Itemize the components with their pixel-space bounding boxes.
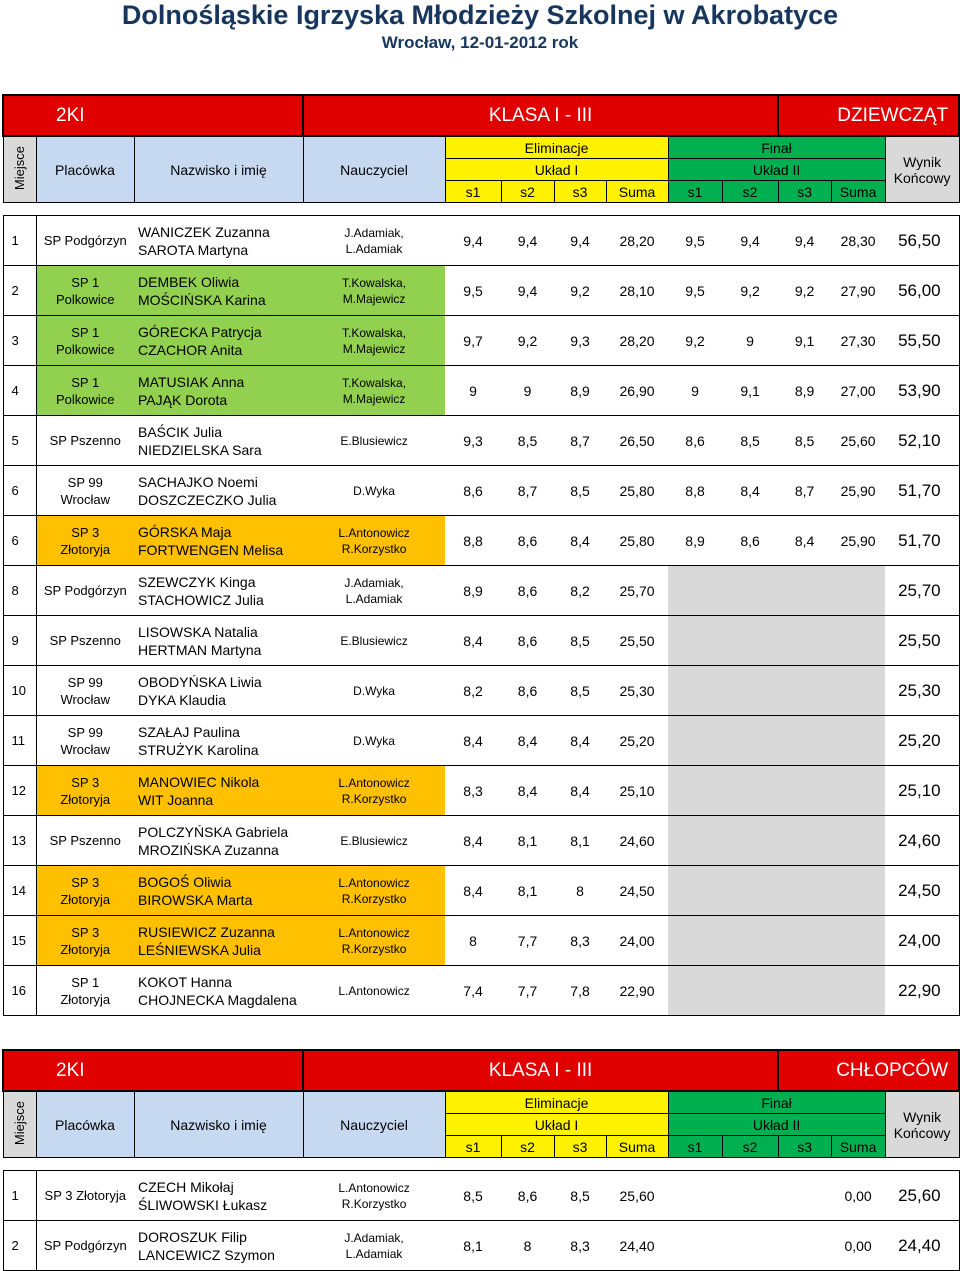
athletes: BOGOŚ Oliwia BIROWSKA Marta bbox=[134, 866, 303, 916]
elim-score: 8,8 bbox=[445, 516, 501, 566]
elim-score: 8,4 bbox=[554, 716, 606, 766]
header-s1: s1 bbox=[445, 181, 501, 203]
final-score: 9 bbox=[722, 316, 778, 366]
result-row bbox=[3, 466, 959, 516]
header-wynik: Wynik Końcowy bbox=[885, 1091, 959, 1158]
place: 6 bbox=[3, 466, 36, 516]
final-score: 8,5 bbox=[778, 416, 831, 466]
final-result: 25,60 bbox=[885, 1171, 959, 1221]
elim-score: 8,4 bbox=[501, 766, 554, 816]
athletes: POLCZYŃSKA Gabriela MROZIŃSKA Zuzanna bbox=[134, 816, 303, 866]
school: SP Pszenno bbox=[36, 816, 134, 866]
elim-score: 8,2 bbox=[445, 666, 501, 716]
school: SP Podgórzyn bbox=[36, 216, 134, 266]
elim-score: 8,6 bbox=[501, 666, 554, 716]
no-final bbox=[668, 966, 885, 1016]
final-sum: 0,00 bbox=[831, 1171, 885, 1221]
final-score: 9,5 bbox=[668, 216, 722, 266]
result-row bbox=[3, 916, 959, 966]
elim-score: 8,2 bbox=[554, 566, 606, 616]
elim-score: 8,5 bbox=[554, 666, 606, 716]
no-final bbox=[668, 916, 885, 966]
school: SP 1 Polkowice bbox=[36, 366, 134, 416]
girls-results-table bbox=[2, 94, 960, 1016]
place: 3 bbox=[3, 316, 36, 366]
school: SP Podgórzyn bbox=[36, 566, 134, 616]
final-result: 56,00 bbox=[885, 266, 959, 316]
result-row bbox=[3, 716, 959, 766]
header-nauczyciel: Nauczyciel bbox=[303, 136, 445, 203]
page-subtitle: Wrocław, 12-01-2012 rok bbox=[381, 33, 579, 52]
elim-score: 25,50 bbox=[606, 616, 668, 666]
result-row bbox=[3, 366, 959, 416]
header-s1: s1 bbox=[445, 1136, 501, 1158]
elim-score: 24,40 bbox=[606, 1221, 668, 1271]
elim-score: 8,6 bbox=[501, 516, 554, 566]
final-result: 24,50 bbox=[885, 866, 959, 916]
header-s2: s2 bbox=[722, 181, 778, 203]
elim-score: 9 bbox=[501, 366, 554, 416]
athletes: WANICZEK Zuzanna SAROTA Martyna bbox=[134, 216, 303, 266]
gender-label: CHŁOPCÓW bbox=[836, 1059, 949, 1081]
elim-score: 8,4 bbox=[501, 716, 554, 766]
elim-score: 25,70 bbox=[606, 566, 668, 616]
result-row bbox=[3, 866, 959, 916]
teacher: E.Blusiewicz bbox=[303, 416, 445, 466]
teacher: L.Antonowicz R.Korzystko bbox=[303, 766, 445, 816]
elim-score: 7,4 bbox=[445, 966, 501, 1016]
header-suma: Suma bbox=[606, 181, 668, 203]
athletes: GÓRECKA Patrycja CZACHOR Anita bbox=[134, 316, 303, 366]
final-empty bbox=[668, 1171, 831, 1221]
header-s3: s3 bbox=[778, 1136, 831, 1158]
elim-score: 22,90 bbox=[606, 966, 668, 1016]
header-wynik: Wynik Końcowy bbox=[885, 136, 959, 203]
elim-score: 8,5 bbox=[445, 1171, 501, 1221]
elim-score: 26,90 bbox=[606, 366, 668, 416]
final-result: 22,90 bbox=[885, 966, 959, 1016]
final-score: 8,4 bbox=[722, 466, 778, 516]
class-label: KLASA I - III bbox=[488, 1059, 593, 1081]
elim-score: 8,5 bbox=[554, 466, 606, 516]
no-final bbox=[668, 616, 885, 666]
header-s2: s2 bbox=[722, 1136, 778, 1158]
final-empty bbox=[668, 1221, 831, 1271]
school: SP Pszenno bbox=[36, 416, 134, 466]
athletes: MATUSIAK Anna PAJĄK Dorota bbox=[134, 366, 303, 416]
elim-score: 24,60 bbox=[606, 816, 668, 866]
final-score: 8,8 bbox=[668, 466, 722, 516]
final-score: 9,1 bbox=[778, 316, 831, 366]
final-score: 27,00 bbox=[831, 366, 885, 416]
teacher: T.Kowalska, M.Majewicz bbox=[303, 266, 445, 316]
girls-banner bbox=[3, 95, 959, 136]
final-result: 24,00 bbox=[885, 916, 959, 966]
school: SP 3 Złotoryja bbox=[36, 516, 134, 566]
header-nauczyciel: Nauczyciel bbox=[303, 1091, 445, 1158]
result-row bbox=[3, 566, 959, 616]
place: 8 bbox=[3, 566, 36, 616]
school: SP 3 Złotoryja bbox=[36, 766, 134, 816]
header-nazwisko: Nazwisko i imię bbox=[134, 1091, 303, 1158]
header-uklad1: Układ I bbox=[445, 1114, 668, 1136]
teacher: L.Antonowicz bbox=[303, 966, 445, 1016]
teacher: J.Adamiak, L.Adamiak bbox=[303, 1221, 445, 1271]
final-score: 9 bbox=[668, 366, 722, 416]
header-final: Finał bbox=[668, 1091, 885, 1114]
school: SP 99 Wrocław bbox=[36, 466, 134, 516]
athletes: CZECH Mikołaj ŚLIWOWSKI Łukasz bbox=[134, 1171, 303, 1221]
school: SP 3 Złotoryja bbox=[36, 1171, 134, 1221]
elim-score: 8 bbox=[501, 1221, 554, 1271]
final-score: 8,9 bbox=[778, 366, 831, 416]
header-s1: s1 bbox=[668, 181, 722, 203]
elim-score: 26,50 bbox=[606, 416, 668, 466]
final-score: 9,2 bbox=[722, 266, 778, 316]
final-result: 25,70 bbox=[885, 566, 959, 616]
header-miejsce: Miejsce bbox=[12, 145, 27, 191]
result-row bbox=[3, 966, 959, 1016]
elim-score: 9,4 bbox=[554, 216, 606, 266]
no-final bbox=[668, 716, 885, 766]
elim-score: 8,5 bbox=[554, 616, 606, 666]
category-label: 2KI bbox=[56, 1059, 85, 1081]
athletes: RUSIEWICZ Zuzanna LEŚNIEWSKA Julia bbox=[134, 916, 303, 966]
place: 2 bbox=[3, 266, 36, 316]
elim-score: 8,4 bbox=[445, 816, 501, 866]
place: 11 bbox=[3, 716, 36, 766]
elim-score: 9 bbox=[445, 366, 501, 416]
place: 1 bbox=[3, 1171, 36, 1221]
header-nazwisko: Nazwisko i imię bbox=[134, 136, 303, 203]
teacher: D.Wyka bbox=[303, 466, 445, 516]
elim-score: 8,3 bbox=[554, 916, 606, 966]
athletes: OBODYŃSKA Liwia DYKA Klaudia bbox=[134, 666, 303, 716]
result-row bbox=[3, 1221, 959, 1271]
athletes: SACHAJKO Noemi DOSZCZECZKO Julia bbox=[134, 466, 303, 516]
elim-score: 8 bbox=[554, 866, 606, 916]
elim-score: 7,8 bbox=[554, 966, 606, 1016]
elim-score: 8,6 bbox=[501, 566, 554, 616]
elim-score: 8,4 bbox=[445, 716, 501, 766]
elim-score: 8,1 bbox=[501, 816, 554, 866]
header-suma: Suma bbox=[831, 181, 885, 203]
school: SP 1 Złotoryja bbox=[36, 966, 134, 1016]
elim-score: 7,7 bbox=[501, 966, 554, 1016]
final-score: 9,2 bbox=[668, 316, 722, 366]
elim-score: 8,3 bbox=[554, 1221, 606, 1271]
result-row bbox=[3, 416, 959, 466]
final-result: 25,30 bbox=[885, 666, 959, 716]
header-uklad2: Układ II bbox=[668, 159, 885, 181]
elim-score: 9,2 bbox=[554, 266, 606, 316]
elim-score: 8,6 bbox=[501, 1171, 554, 1221]
boys-banner bbox=[3, 1050, 959, 1091]
header-eliminacje: Eliminacje bbox=[445, 136, 668, 159]
header-s2: s2 bbox=[501, 181, 554, 203]
final-result: 51,70 bbox=[885, 516, 959, 566]
school: SP 1 Polkowice bbox=[36, 266, 134, 316]
elim-score: 9,3 bbox=[445, 416, 501, 466]
boys-results-table bbox=[2, 1049, 960, 1271]
header-miejsce: Miejsce bbox=[12, 1100, 27, 1146]
teacher: L.Antonowicz R.Korzystko bbox=[303, 916, 445, 966]
result-row bbox=[3, 816, 959, 866]
school: SP 1 Polkowice bbox=[36, 316, 134, 366]
place: 10 bbox=[3, 666, 36, 716]
final-result: 25,20 bbox=[885, 716, 959, 766]
elim-score: 24,50 bbox=[606, 866, 668, 916]
header-uklad2: Układ II bbox=[668, 1114, 885, 1136]
school: SP 99 Wrocław bbox=[36, 716, 134, 766]
final-score: 8,6 bbox=[668, 416, 722, 466]
school: SP 3 Złotoryja bbox=[36, 916, 134, 966]
elim-score: 8 bbox=[445, 916, 501, 966]
no-final bbox=[668, 566, 885, 616]
place: 14 bbox=[3, 866, 36, 916]
final-sum: 0,00 bbox=[831, 1221, 885, 1271]
elim-score: 8,7 bbox=[501, 466, 554, 516]
final-score: 25,90 bbox=[831, 466, 885, 516]
final-score: 9,4 bbox=[778, 216, 831, 266]
place: 4 bbox=[3, 366, 36, 416]
final-result: 24,40 bbox=[885, 1221, 959, 1271]
teacher: T.Kowalska, M.Majewicz bbox=[303, 316, 445, 366]
teacher: T.Kowalska, M.Majewicz bbox=[303, 366, 445, 416]
header-placowka: Placówka bbox=[36, 1091, 134, 1158]
place: 6 bbox=[3, 516, 36, 566]
final-result: 52,10 bbox=[885, 416, 959, 466]
place: 9 bbox=[3, 616, 36, 666]
elim-score: 9,4 bbox=[445, 216, 501, 266]
athletes: LISOWSKA Natalia HERTMAN Martyna bbox=[134, 616, 303, 666]
elim-score: 28,20 bbox=[606, 216, 668, 266]
athletes: KOKOT Hanna CHOJNECKA Magdalena bbox=[134, 966, 303, 1016]
final-result: 25,10 bbox=[885, 766, 959, 816]
class-label: KLASA I - III bbox=[488, 104, 593, 126]
elim-score: 8,9 bbox=[554, 366, 606, 416]
elim-score: 7,7 bbox=[501, 916, 554, 966]
final-score: 27,30 bbox=[831, 316, 885, 366]
athletes: SZEWCZYK Kinga STACHOWICZ Julia bbox=[134, 566, 303, 616]
final-score: 8,7 bbox=[778, 466, 831, 516]
athletes: BAŚCIK Julia NIEDZIELSKA Sara bbox=[134, 416, 303, 466]
final-result: 24,60 bbox=[885, 816, 959, 866]
gender-label: DZIEWCZĄT bbox=[837, 104, 949, 126]
teacher: J.Adamiak, L.Adamiak bbox=[303, 566, 445, 616]
header-suma: Suma bbox=[606, 1136, 668, 1158]
elim-score: 8,3 bbox=[445, 766, 501, 816]
result-row bbox=[3, 766, 959, 816]
teacher: L.Antonowicz R.Korzystko bbox=[303, 866, 445, 916]
teacher: E.Blusiewicz bbox=[303, 616, 445, 666]
teacher: L.Antonowicz R.Korzystko bbox=[303, 516, 445, 566]
result-row bbox=[3, 1171, 959, 1221]
final-score: 8,9 bbox=[668, 516, 722, 566]
elim-score: 28,20 bbox=[606, 316, 668, 366]
elim-score: 8,5 bbox=[554, 1171, 606, 1221]
elim-score: 9,3 bbox=[554, 316, 606, 366]
elim-score: 8,1 bbox=[554, 816, 606, 866]
category-label: 2KI bbox=[56, 104, 85, 126]
elim-score: 25,80 bbox=[606, 466, 668, 516]
final-result: 51,70 bbox=[885, 466, 959, 516]
result-row bbox=[3, 216, 959, 266]
no-final bbox=[668, 666, 885, 716]
elim-score: 8,4 bbox=[554, 516, 606, 566]
final-result: 53,90 bbox=[885, 366, 959, 416]
teacher: D.Wyka bbox=[303, 666, 445, 716]
elim-score: 24,00 bbox=[606, 916, 668, 966]
elim-score: 28,10 bbox=[606, 266, 668, 316]
header-placowka: Placówka bbox=[36, 136, 134, 203]
result-row bbox=[3, 266, 959, 316]
elim-score: 9,4 bbox=[501, 216, 554, 266]
elim-score: 8,4 bbox=[554, 766, 606, 816]
place: 5 bbox=[3, 416, 36, 466]
no-final bbox=[668, 866, 885, 916]
elim-score: 8,4 bbox=[445, 616, 501, 666]
school: SP Pszenno bbox=[36, 616, 134, 666]
final-score: 9,4 bbox=[722, 216, 778, 266]
elim-score: 9,4 bbox=[501, 266, 554, 316]
teacher: D.Wyka bbox=[303, 716, 445, 766]
teacher: E.Blusiewicz bbox=[303, 816, 445, 866]
final-score: 28,30 bbox=[831, 216, 885, 266]
teacher: L.Antonowicz R.Korzystko bbox=[303, 1171, 445, 1221]
place: 13 bbox=[3, 816, 36, 866]
header-s3: s3 bbox=[778, 181, 831, 203]
place: 12 bbox=[3, 766, 36, 816]
elim-score: 8,1 bbox=[445, 1221, 501, 1271]
header-suma: Suma bbox=[831, 1136, 885, 1158]
header-final: Finał bbox=[668, 136, 885, 159]
final-score: 27,90 bbox=[831, 266, 885, 316]
elim-score: 8,1 bbox=[501, 866, 554, 916]
elim-score: 25,20 bbox=[606, 716, 668, 766]
place: 1 bbox=[3, 216, 36, 266]
elim-score: 25,10 bbox=[606, 766, 668, 816]
header-s3: s3 bbox=[554, 181, 606, 203]
athletes: GÓRSKA Maja FORTWENGEN Melisa bbox=[134, 516, 303, 566]
final-score: 9,2 bbox=[778, 266, 831, 316]
no-final bbox=[668, 816, 885, 866]
elim-score: 8,6 bbox=[501, 616, 554, 666]
elim-score: 9,5 bbox=[445, 266, 501, 316]
header-s1: s1 bbox=[668, 1136, 722, 1158]
page-title: Dolnośląskie Igrzyska Młodzieży Szkolnej w Akrobatyce bbox=[121, 0, 839, 30]
elim-score: 25,60 bbox=[606, 1171, 668, 1221]
final-result: 25,50 bbox=[885, 616, 959, 666]
final-result: 55,50 bbox=[885, 316, 959, 366]
final-score: 8,4 bbox=[778, 516, 831, 566]
school: SP 99 Wrocław bbox=[36, 666, 134, 716]
no-final bbox=[668, 766, 885, 816]
result-row bbox=[3, 666, 959, 716]
final-score: 9,5 bbox=[668, 266, 722, 316]
place: 16 bbox=[3, 966, 36, 1016]
teacher: J.Adamiak, L.Adamiak bbox=[303, 216, 445, 266]
place: 15 bbox=[3, 916, 36, 966]
final-score: 25,90 bbox=[831, 516, 885, 566]
school: SP Podgórzyn bbox=[36, 1221, 134, 1271]
elim-score: 25,80 bbox=[606, 516, 668, 566]
elim-score: 25,30 bbox=[606, 666, 668, 716]
final-score: 9,1 bbox=[722, 366, 778, 416]
elim-score: 8,6 bbox=[445, 466, 501, 516]
elim-score: 8,4 bbox=[445, 866, 501, 916]
header-s3: s3 bbox=[554, 1136, 606, 1158]
result-row bbox=[3, 616, 959, 666]
elim-score: 8,7 bbox=[554, 416, 606, 466]
header-uklad1: Układ I bbox=[445, 159, 668, 181]
elim-score: 8,5 bbox=[501, 416, 554, 466]
athletes: SZAŁAJ Paulina STRUŻYK Karolina bbox=[134, 716, 303, 766]
final-score: 25,60 bbox=[831, 416, 885, 466]
athletes: DOROSZUK Filip LANCEWICZ Szymon bbox=[134, 1221, 303, 1271]
header-s2: s2 bbox=[501, 1136, 554, 1158]
athletes: MANOWIEC Nikola WIT Joanna bbox=[134, 766, 303, 816]
final-score: 8,6 bbox=[722, 516, 778, 566]
elim-score: 9,7 bbox=[445, 316, 501, 366]
elim-score: 9,2 bbox=[501, 316, 554, 366]
place: 2 bbox=[3, 1221, 36, 1271]
athletes: DEMBEK Oliwia MOŚCIŃSKA Karina bbox=[134, 266, 303, 316]
result-row bbox=[3, 316, 959, 366]
final-score: 8,5 bbox=[722, 416, 778, 466]
school: SP 3 Złotoryja bbox=[36, 866, 134, 916]
final-result: 56,50 bbox=[885, 216, 959, 266]
result-row bbox=[3, 516, 959, 566]
elim-score: 8,9 bbox=[445, 566, 501, 616]
header-eliminacje: Eliminacje bbox=[445, 1091, 668, 1114]
